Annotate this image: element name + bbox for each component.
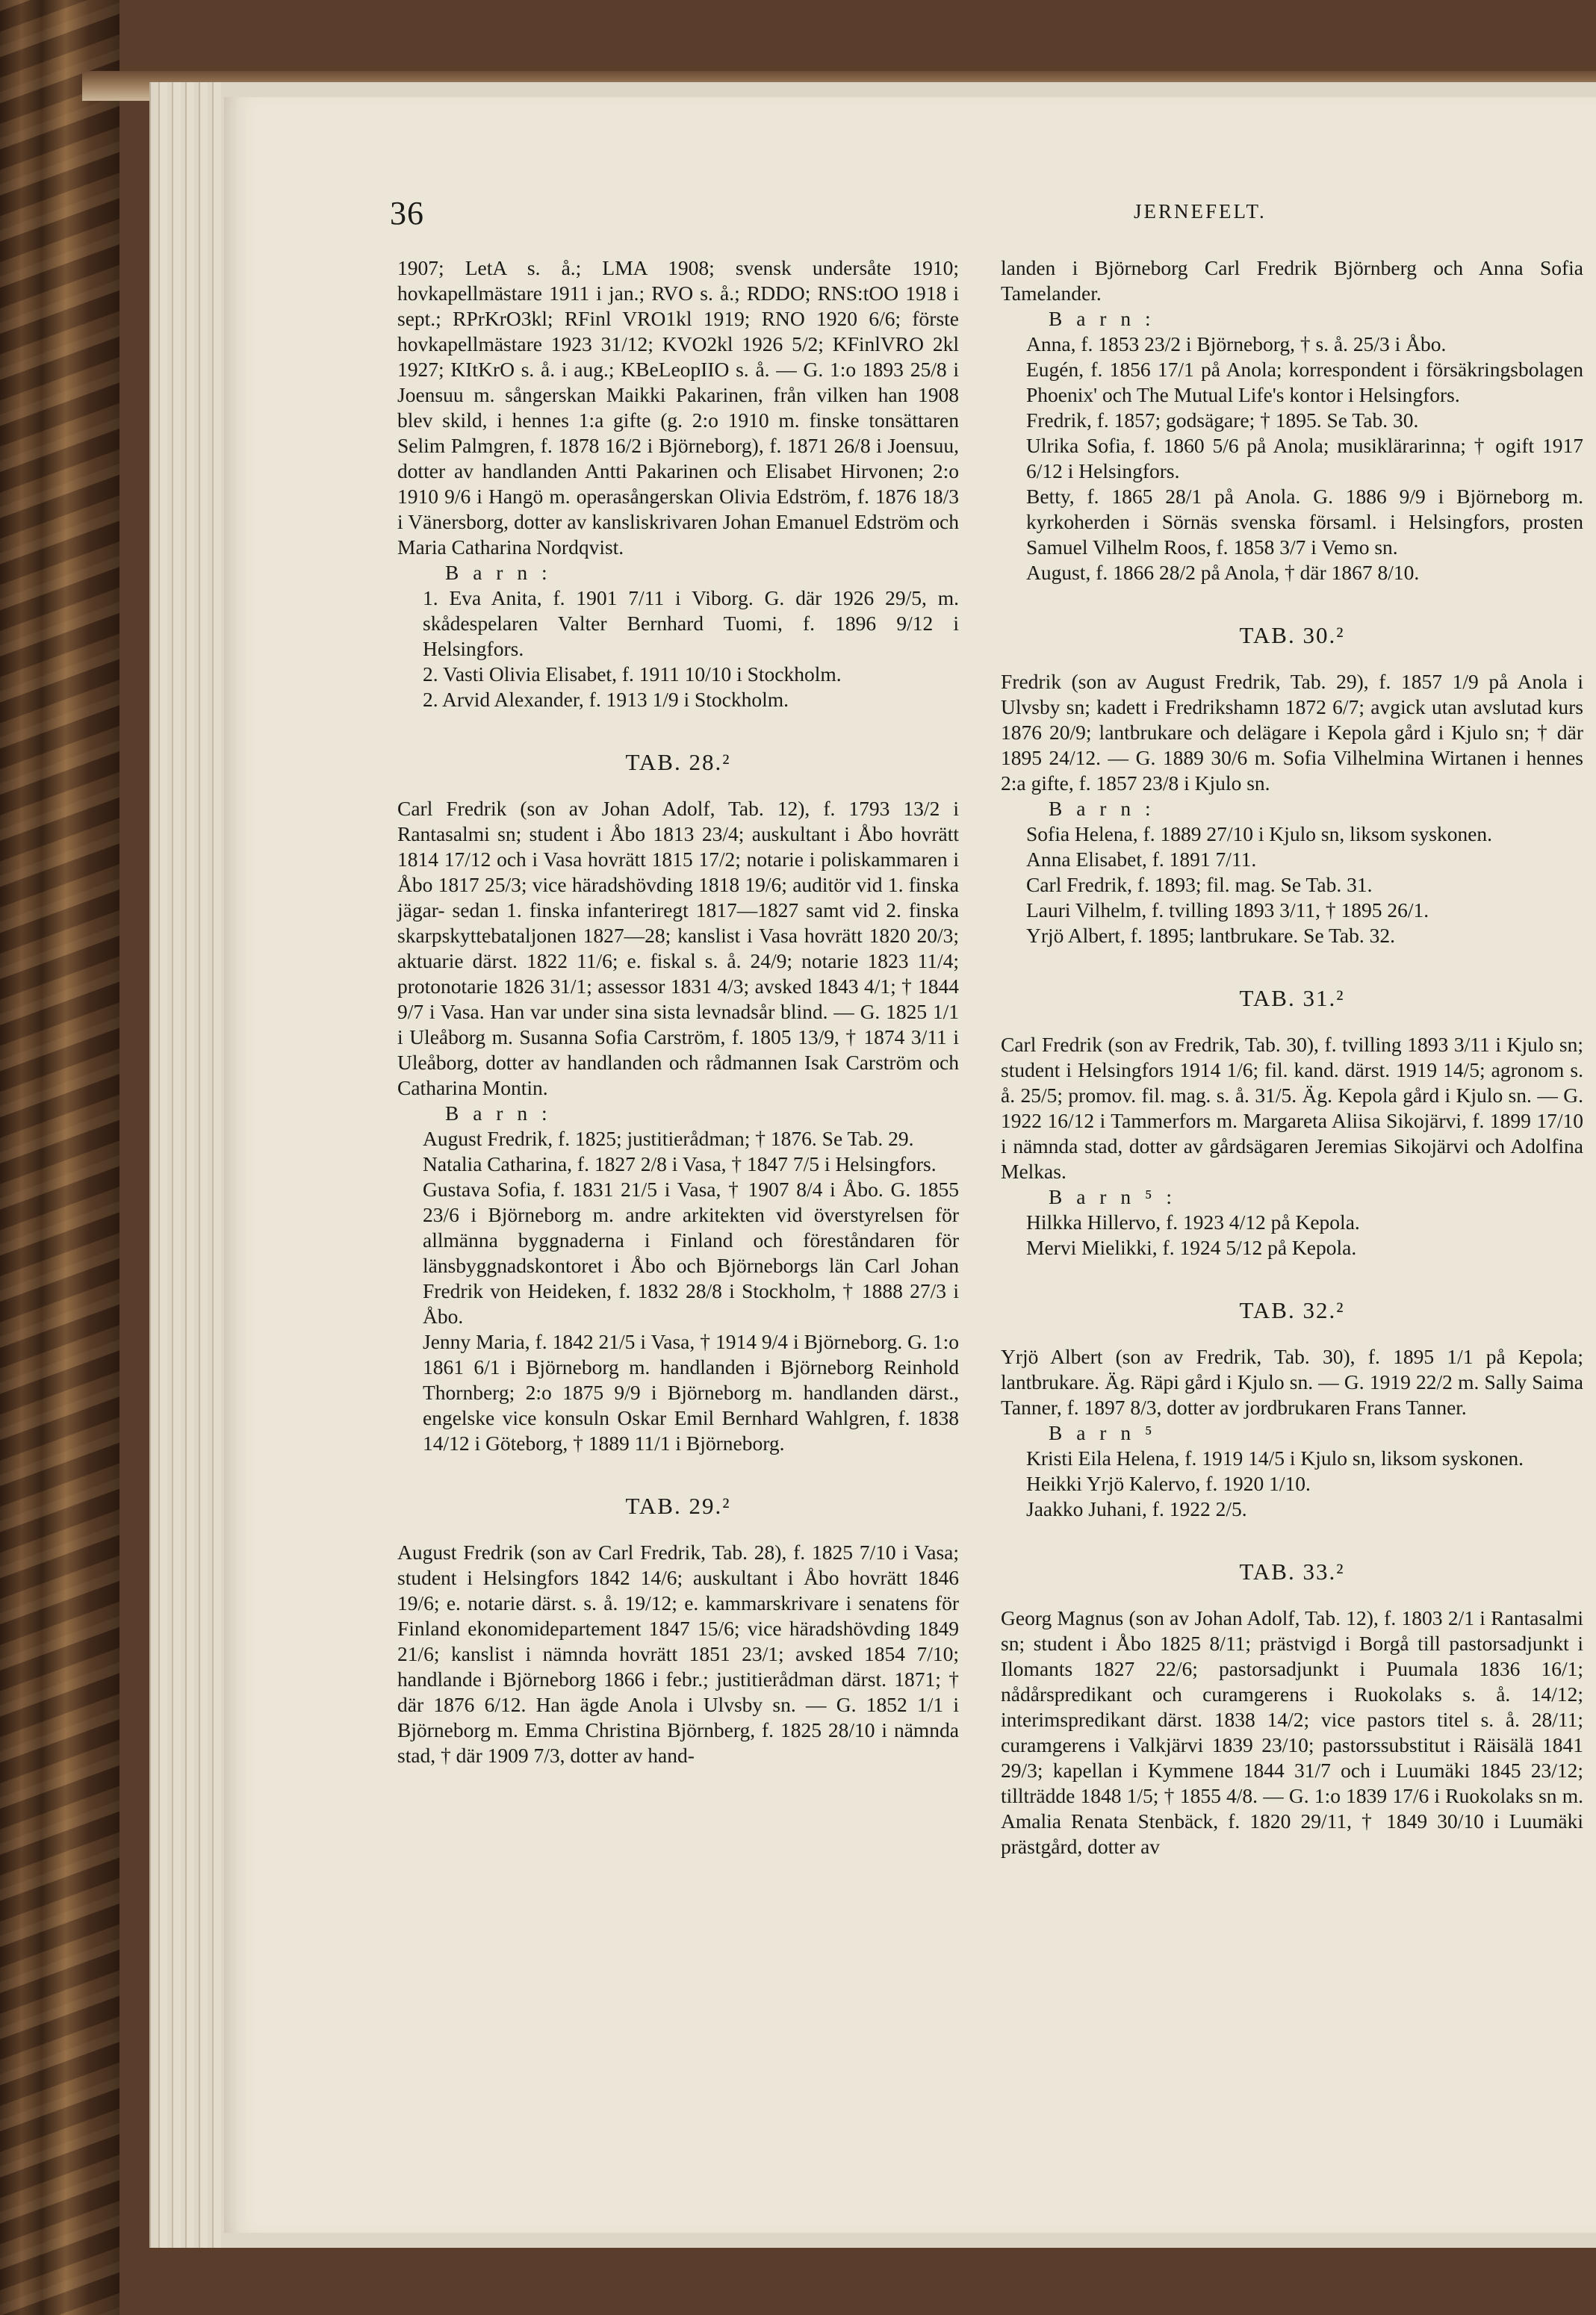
child-entry: Heikki Yrjö Kalervo, f. 1920 1/10. — [1026, 1472, 1311, 1495]
child-entry: Gustava Sofia, f. 1831 21/5 i Vasa, † 1907 8/4 i Åbo. G. 1855 23/6 i Björneborg m. andre arkitekten vid överstyrelsen för allmänna byggnaderna i Finland och föreståndaren för länsbyggnadskontoret i Åbo och Björneborgs län Carl Johan Fredrik von Heideken, f. 1832 28/8 i Stockholm, † 1888 27/3 i Åbo. — [423, 1178, 959, 1328]
paragraph: Yrjö Albert (son av Fredrik, Tab. 30), f. 1895 1/1 på Kepola; lantbrukare. Äg. Räpi gård i Kjulo sn. — G. 1919 22/2 m. Sally Saima Tanner, f. 1897 8/3, dotter av jordbrukaren Frans Tanner. — [1001, 1345, 1583, 1419]
child-entry: Carl Fredrik, f. 1893; fil. mag. Se Tab. 31. — [1026, 873, 1373, 896]
child-entry: Betty, f. 1865 28/1 på Anola. G. 1886 9/9 i Björneborg m. kyrkoherden i Sörnäs svenska församl. i Helsingfors, prosten Samuel Vilhelm Roos, f. 1858 3/7 i Vemo sn. — [1026, 485, 1583, 559]
section-heading-tab-30: TAB. 30.² — [1239, 622, 1345, 648]
paragraph: 1907; LetA s. å.; LMA 1908; svensk undersåte 1910; hovkapellmästare 1911 i jan.; RVO s. å.; RDDO; RNS:tOO 1918 i sept.; RPrKrO3kl; RFinl VRO1kl 1919; RNO 1920 6/6; förste hovkapellmästare 1923 31/12; KVO2kl 1926 5/2; KFinlVRO 2kl 1927; KItKrO s. å. i aug.; KBeLeopIIO s. å. — G. 1:o 1893 25/8 i Joensuu m. sångerskan Maikki Pakarinen, från vilken han 1908 blev skild, i hennes 1:a gifte (g. 2:o 1910 m. finske tonsättaren Selim Palmgren, f. 1878 16/2 i Björneborg), f. 1871 26/8 i Joensuu, dotter av handlanden Antti Pakarinen och Elisabet Hirvonen; 2:o 1910 9/6 i Hangö m. operasångerskan Olivia Edström, f. 1876 18/3 i Vänersborg, dotter av kansliskrivaren Johan Emanuel Edström och Maria Catharina Nordqvist. — [397, 256, 959, 559]
child-entry: Ulrika Sofia, f. 1860 5/6 på Anola; musiklärarinna; † ogift 1917 6/12 i Helsingfors. — [1026, 434, 1583, 482]
child-entry: Yrjö Albert, f. 1895; lantbrukare. Se Tab. 32. — [1026, 924, 1395, 947]
children-heading: B a r n : — [445, 561, 552, 584]
paragraph: August Fredrik (son av Carl Fredrik, Tab. 28), f. 1825 7/10 i Vasa; student i Helsingfors 1842 14/6; auskultant i Åbo hovrätt 1846 19/6; e. notarie därst. s. å. 19/12; e. kammarskrivare i senatens för Finland ekonomidepartement 1847 15/6; vice häradshövding 1849 21/6; kanslist i nämnda hovrätt 1851 23/1; avsked 1854 7/10; handlande i Björneborg 1866 i febr.; justitierådman därst. 1871; † där 1876 6/12. Han ägde Anola i Ulvsby sn. — G. 1852 1/1 i Björneborg m. Emma Christina Björnberg, f. 1825 28/10 i nämnda stad, † där 1909 7/3, dotter av hand- — [397, 1541, 959, 1767]
child-entry: Jenny Maria, f. 1842 21/5 i Vasa, † 1914 9/4 i Björneborg. G. 1:o 1861 6/1 i Björneborg m. handlanden i Björneborg Reinhold Thornberg; 2:o 1875 9/9 i Björneborg m. handlanden därst., engelske vice konsuln Oskar Emil Bernhard Wahlgren, f. 1838 14/12 i Göteborg, † 1889 11/1 i Björneborg. — [423, 1330, 959, 1455]
children-heading: B a r n : — [1049, 307, 1155, 330]
child-entry: 1. Eva Anita, f. 1901 7/11 i Viborg. G. där 1926 29/5, m. skådespelaren Valter Bernhard Tuomi, f. 1896 9/12 i Helsingfors. — [423, 586, 959, 660]
paragraph: landen i Björneborg Carl Fredrik Björnberg och Anna Sofia Tamelander. — [1001, 256, 1583, 305]
paragraph: Carl Fredrik (son av Johan Adolf, Tab. 12), f. 1793 13/2 i Rantasalmi sn; student i Åbo 1813 23/4; auskultant i Åbo hovrätt 1814 17/12 och i Vasa hovrätt 1815 17/2; notarie i poliskammaren i Åbo 1817 25/3; vice häradshövding 1818 19/6; auditör vid 1. finska jägar- sedan 1. finska infanteriregt 1817—1827 samt vid 2. finska skarpskyttebataljonen 1827—28; kanslist i Vasa hovrätt 1820 20/3; aktuarie därst. 1822 11/6; e. fiskal s. å. 24/9; notarie 1823 11/4; protonotarie 1826 31/1; assessor 1831 4/3; avsked 1843 4/1; † 1844 9/7 i Vasa. Han var under sina sista levnadsår blind. — G. 1825 1/1 i Uleåborg m. Susanna Sofia Carström, f. 1805 13/9, † 1874 3/11 i Uleåborg, dotter av handlanden och rådmannen Isak Carström och Catharina Montin. — [397, 797, 959, 1099]
paragraph: Georg Magnus (son av Johan Adolf, Tab. 12), f. 1803 2/1 i Rantasalmi sn; student i Åbo 1825 8/11; prästvigd i Borgå till pastorsadjunkt i Ilomants 1827 22/6; pastorsadjunkt i Puumala 1836 16/1; nådårspredikant och curamgerens i Ruokolaks s. å. 14/12; interimspredikant därst. 1838 14/2; vice pastors titel s. å. 28/11; curamgerens i Valkjärvi 1839 23/10; pastorssubstitut i Räisälä 1841 29/3; kapellan i Kymmene 1844 31/7 och i Luumäki 1845 23/12; tillträdde 1848 1/5; † 1855 4/8. — G. 1:o 1839 17/6 i Ruokolaks sn m. Amalia Renata Stenbäck, f. 1820 29/11, † 1849 30/10 i Luumäki prästgård, dotter av — [1001, 1606, 1583, 1858]
children-heading: B a r n : — [445, 1101, 552, 1125]
section-heading-tab-31: TAB. 31.² — [1239, 985, 1345, 1011]
child-entry: Hilkka Hillervo, f. 1923 4/12 på Kepola. — [1026, 1211, 1360, 1234]
section-heading-tab-33: TAB. 33.² — [1239, 1559, 1345, 1585]
child-entry: Natalia Catharina, f. 1827 2/8 i Vasa, † 1847 7/5 i Helsingfors. — [423, 1152, 937, 1175]
paragraph: Fredrik (son av August Fredrik, Tab. 29), f. 1857 1/9 på Anola i Ulvsby sn; kadett i Fredrikshamn 1872 6/7; avgick utan avslutad kurs 1876 20/9; lantbrukare och delägare i Kepola gård i Kjulo sn; † där 1895 24/12. — G. 1889 30/6 m. Sofia Vilhelmina Wirtanen i hennes 2:a gifte, f. 1857 23/8 i Kjulo sn. — [1001, 670, 1583, 795]
book-binding — [0, 0, 119, 2315]
child-entry: August, f. 1866 28/2 på Anola, † där 1867 8/10. — [1026, 561, 1420, 584]
children-heading: B a r n : — [1049, 797, 1155, 820]
child-entry: Sofia Helena, f. 1889 27/10 i Kjulo sn, liksom syskonen. — [1026, 822, 1493, 845]
page-number: 36 — [390, 195, 424, 232]
child-entry: Fredrik, f. 1857; godsägare; † 1895. Se Tab. 30. — [1026, 408, 1419, 432]
child-entry: Anna, f. 1853 23/2 i Björneborg, † s. å. 25/3 i Åbo. — [1026, 332, 1447, 355]
child-entry: Kristi Eila Helena, f. 1919 14/5 i Kjulo sn, liksom syskonen. — [1026, 1447, 1524, 1470]
section-heading-tab-32: TAB. 32.² — [1239, 1297, 1345, 1323]
child-entry: Eugén, f. 1856 17/1 på Anola; korrespondent i försäkringsbolagen Phoenix' och The Mutual Life's kontor i Helsingfors. — [1026, 358, 1583, 406]
book-page — [224, 97, 1596, 2233]
section-heading-tab-28: TAB. 28.² — [625, 749, 731, 775]
paragraph: Carl Fredrik (son av Fredrik, Tab. 30), f. tvilling 1893 3/11 i Kjulo sn; student i Helsingfors 1914 1/6; fil. kand. därst. 1919 14/5; agronom s. å. 25/5; promov. fil. mag. s. å. 31/5. Äg. Kepola gård i Kjulo sn. — G. 1922 16/12 i Tammerfors m. Margareta Aliisa Sikojärvi, f. 1899 17/10 i nämnda stad, dotter av gårdsägaren Jeremias Sikojärvi och Adolfina Melkas. — [1001, 1033, 1583, 1183]
child-entry: Mervi Mielikki, f. 1924 5/12 på Kepola. — [1026, 1236, 1357, 1259]
child-entry: Anna Elisabet, f. 1891 7/11. — [1026, 848, 1257, 871]
right-column — [1001, 255, 1583, 1859]
children-heading: B a r n ⁵ : — [1049, 1185, 1177, 1208]
child-entry: Jaakko Juhani, f. 1922 2/5. — [1026, 1497, 1247, 1520]
child-entry: Lauri Vilhelm, f. tvilling 1893 3/11, † 1895 26/1. — [1026, 898, 1429, 922]
child-entry: 2. Arvid Alexander, f. 1913 1/9 i Stockholm. — [423, 688, 789, 711]
left-column — [397, 255, 959, 1768]
running-title: JERNEFELT. — [1134, 200, 1267, 223]
child-entry: 2. Vasti Olivia Elisabet, f. 1911 10/10 i Stockholm. — [423, 662, 842, 686]
child-entry: August Fredrik, f. 1825; justitierådman; † 1876. Se Tab. 29. — [423, 1127, 914, 1150]
children-heading: B a r n ⁵ — [1049, 1421, 1157, 1444]
section-heading-tab-29: TAB. 29.² — [625, 1493, 731, 1519]
